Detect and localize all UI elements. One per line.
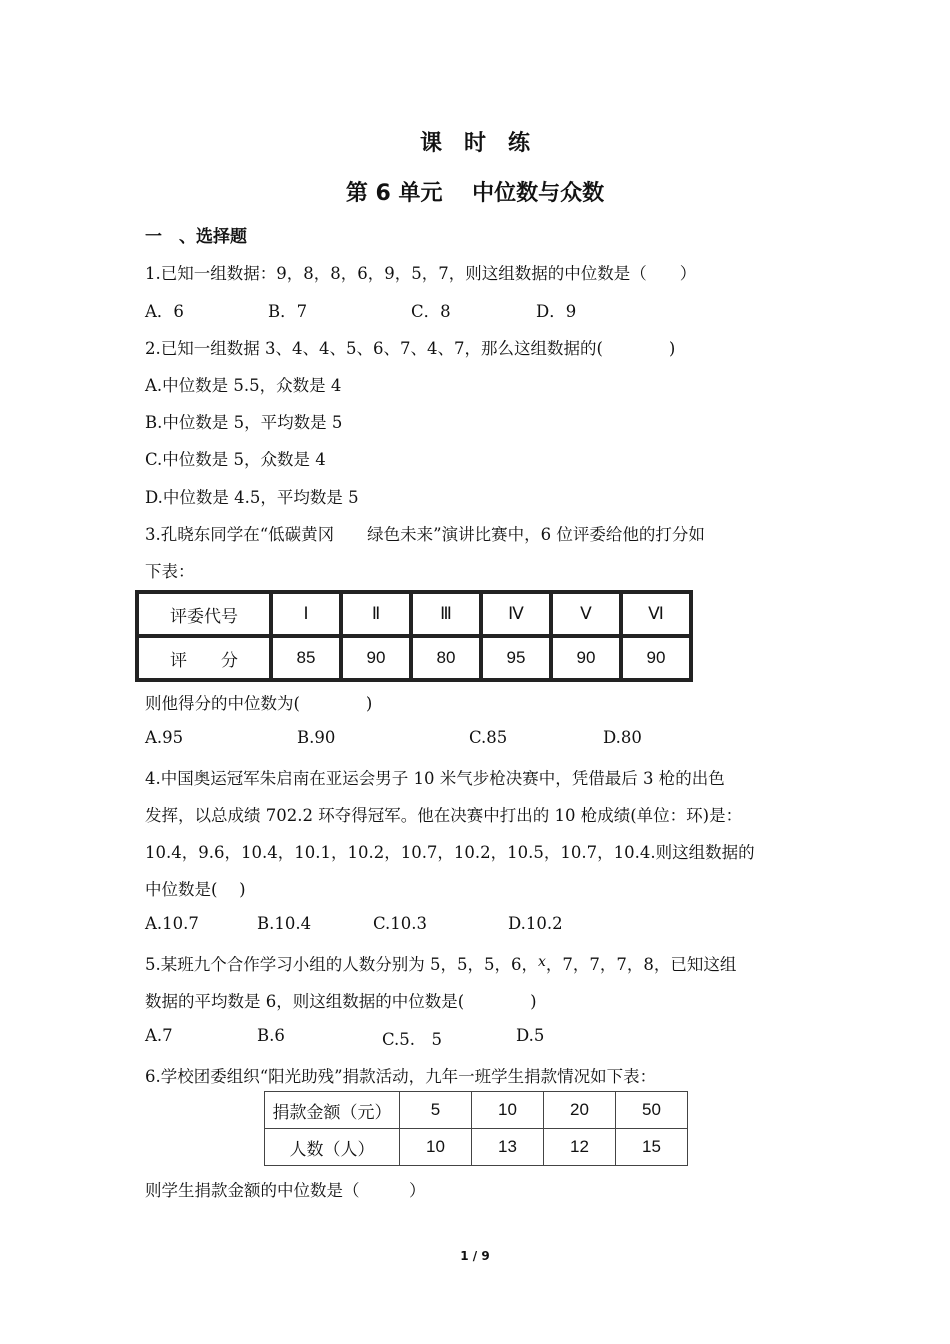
judges-score-table bbox=[135, 590, 693, 682]
table-row bbox=[265, 1129, 688, 1166]
table-cell: 5 bbox=[400, 1092, 472, 1129]
table-header-cell: Ⅲ bbox=[411, 592, 481, 636]
table-cell: 85 bbox=[271, 636, 341, 680]
q1-option-b: B．7 bbox=[268, 302, 308, 321]
q6-stem: 6.学校团委组织“阳光助残”捐款活动，九年一班学生捐款情况如下表： bbox=[145, 1067, 657, 1086]
q1-option-a: A．6 bbox=[145, 302, 184, 321]
table-cell: 10 bbox=[472, 1092, 544, 1129]
q2-option-b: B.中位数是 5，平均数是 5 bbox=[145, 413, 343, 432]
table-row bbox=[137, 636, 691, 680]
q5-line2: 数据的平均数是 6，则这组数据的中位数是( ) bbox=[145, 992, 537, 1011]
q5-option-c: C.5. 5 bbox=[382, 1030, 443, 1049]
table-header-cell: Ⅴ bbox=[551, 592, 621, 636]
table-cell: 50 bbox=[616, 1092, 688, 1129]
unit-subtitle: 第 6 单元 中位数与众数 bbox=[345, 181, 605, 206]
q5-line1 bbox=[145, 951, 736, 975]
q3-option-b: B.90 bbox=[297, 728, 336, 747]
donation-table bbox=[264, 1091, 688, 1166]
table-cell: 捐款金额（元） bbox=[265, 1092, 400, 1129]
q4-option-c: C.10.3 bbox=[373, 914, 428, 933]
table-cell: 13 bbox=[472, 1129, 544, 1166]
q3-question: 则他得分的中位数为( ) bbox=[145, 694, 373, 713]
table-header-cell: 评委代号 bbox=[137, 592, 271, 636]
q3-stem-line2: 下表： bbox=[145, 562, 195, 581]
q4-option-b: B.10.4 bbox=[257, 914, 312, 933]
q5-line1-part1: 5.某班九个合作学习小组的人数分别为 5，5，5，6， bbox=[145, 955, 538, 974]
q5-option-d: D.5 bbox=[516, 1026, 545, 1045]
q3-option-a: A.95 bbox=[145, 728, 184, 747]
q1-option-d: D．9 bbox=[536, 302, 577, 321]
table-cell: 10 bbox=[400, 1129, 472, 1166]
q6-question: 则学生捐款金额的中位数是（ ） bbox=[145, 1181, 426, 1200]
table-header-cell: Ⅵ bbox=[621, 592, 691, 636]
section-heading: 一 、选择题 bbox=[145, 227, 247, 247]
q4-option-a: A.10.7 bbox=[145, 914, 199, 933]
table-cell: 80 bbox=[411, 636, 481, 680]
q4-line2: 发挥，以总成绩 702.2 环夺得冠军。他在决赛中打出的 10 枪成绩(单位：环)是： bbox=[145, 806, 743, 825]
q4-line3: 10.4，9.6，10.4，10.1，10.2，10.7，10.2，10.5，10.7，10.4.则这组数据的 bbox=[145, 843, 755, 862]
q5-option-a: A.7 bbox=[145, 1026, 173, 1045]
q3-stem-line1: 3.孔晓东同学在“低碳黄冈 绿色未来”演讲比赛中，6 位评委给他的打分如 bbox=[145, 525, 705, 544]
table-cell: 人数（人） bbox=[265, 1129, 400, 1166]
q2-option-c: C.中位数是 5，众数是 4 bbox=[145, 450, 326, 469]
q4-option-d: D.10.2 bbox=[508, 914, 563, 933]
table-cell: 90 bbox=[341, 636, 411, 680]
q1-stem: 1.已知一组数据：9，8，8，6，9，5，7，则这组数据的中位数是（ ） bbox=[145, 264, 697, 283]
page-title: 课 时 练 bbox=[419, 131, 530, 156]
variable-x: x bbox=[537, 954, 546, 970]
table-cell: 90 bbox=[551, 636, 621, 680]
table-cell: 90 bbox=[621, 636, 691, 680]
q4-line1: 4.中国奥运冠军朱启南在亚运会男子 10 米气步枪决赛中，凭借最后 3 枪的出色 bbox=[145, 769, 725, 788]
q2-stem: 2.已知一组数据 3、4、4、5、6、7、4、7，那么这组数据的( ) bbox=[145, 339, 676, 358]
page-number: 1 / 9 bbox=[460, 1249, 490, 1263]
table-cell: 15 bbox=[616, 1129, 688, 1166]
q1-option-c: C．8 bbox=[411, 302, 451, 321]
table-cell: 12 bbox=[544, 1129, 616, 1166]
table-row bbox=[137, 592, 691, 636]
q3-option-c: C.85 bbox=[469, 728, 508, 747]
table-header-cell: Ⅰ bbox=[271, 592, 341, 636]
table-header-cell: Ⅳ bbox=[481, 592, 551, 636]
q5-option-b: B.6 bbox=[257, 1026, 285, 1045]
table-cell: 95 bbox=[481, 636, 551, 680]
table-row bbox=[265, 1092, 688, 1129]
q5-line1-part2: ，7，7，7，8，已知这组 bbox=[545, 955, 737, 974]
q2-option-a: A.中位数是 5.5，众数是 4 bbox=[145, 376, 342, 395]
table-cell: 评 分 bbox=[137, 636, 271, 680]
table-cell: 20 bbox=[544, 1092, 616, 1129]
q3-option-d: D.80 bbox=[603, 728, 642, 747]
table-header-cell: Ⅱ bbox=[341, 592, 411, 636]
q4-line4: 中位数是( ) bbox=[145, 880, 246, 899]
q2-option-d: D.中位数是 4.5，平均数是 5 bbox=[145, 488, 359, 507]
